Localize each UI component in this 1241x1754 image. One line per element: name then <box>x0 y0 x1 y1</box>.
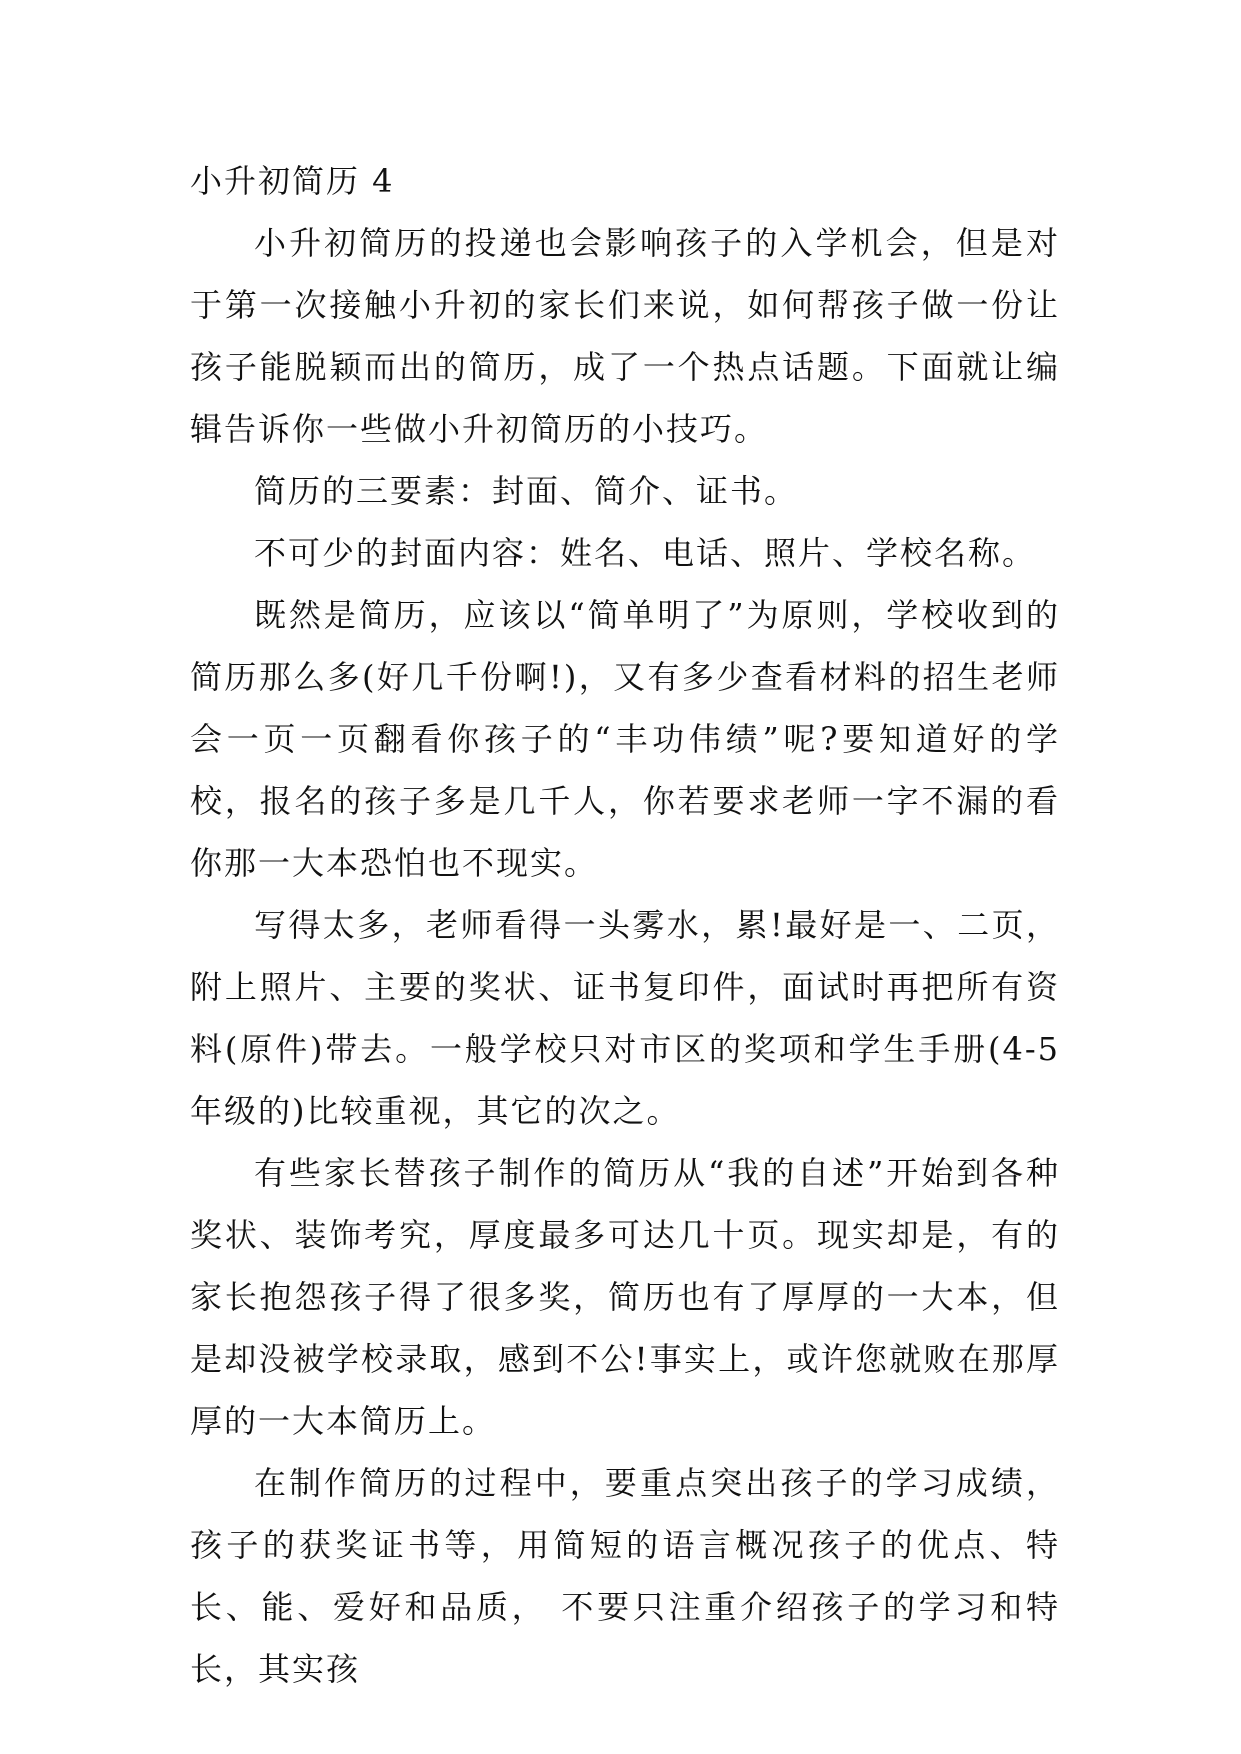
paragraph-cover-content: 不可少的封面内容：姓名、电话、照片、学校名称。 <box>254 534 1037 572</box>
document-body <box>190 150 1060 1700</box>
paragraph-three-elements: 简历的三要素：封面、简介、证书。 <box>254 472 799 510</box>
paragraph-too-much: 写得太多，老师看得一头雾水，累!最好是一、二页，附上照片、主要的奖状、证书复印件，面试时再把所有资料(原件)带去。一般学校只对市区的奖项和学生手册(4-5 年级的)比较重视，其它的次之。 <box>190 906 1060 1130</box>
paragraph-simple-clear: 既然是简历，应该以“简单明了”为原则，学校收到的简历那么多(好几千份啊!)，又有多少查看材料的招生老师会一页一页翻看你孩子的“丰功伟绩”呢?要知道好的学校，报名的孩子多是几千人，你若要求老师一字不漏的看你那一大本恐怕也不现实。 <box>190 596 1060 882</box>
paragraph-highlight-grades: 在制作简历的过程中，要重点突出孩子的学习成绩，孩子的获奖证书等，用简短的语言概况孩子的优点、特长、能、爱好和品质， 不要只注重介绍孩子的学习和特长，其实孩 <box>190 1464 1060 1688</box>
paragraph-intro: 小升初简历的投递也会影响孩子的入学机会，但是对于第一次接触小升初的家长们来说，如何帮孩子做一份让孩子能脱颖而出的简历，成了一个热点话题。下面就让编辑告诉你一些做小升初简历的小技巧。 <box>190 224 1060 448</box>
document-title: 小升初简历 4 <box>190 162 395 200</box>
paragraph-thick-resume: 有些家长替孩子制作的简历从“我的自述”开始到各种奖状、装饰考究，厚度最多可达几十页。现实却是，有的家长抱怨孩子得了很多奖，简历也有了厚厚的一大本，但是却没被学校录取，感到不公!事实上，或许您就败在那厚厚的一大本简历上。 <box>190 1154 1060 1440</box>
